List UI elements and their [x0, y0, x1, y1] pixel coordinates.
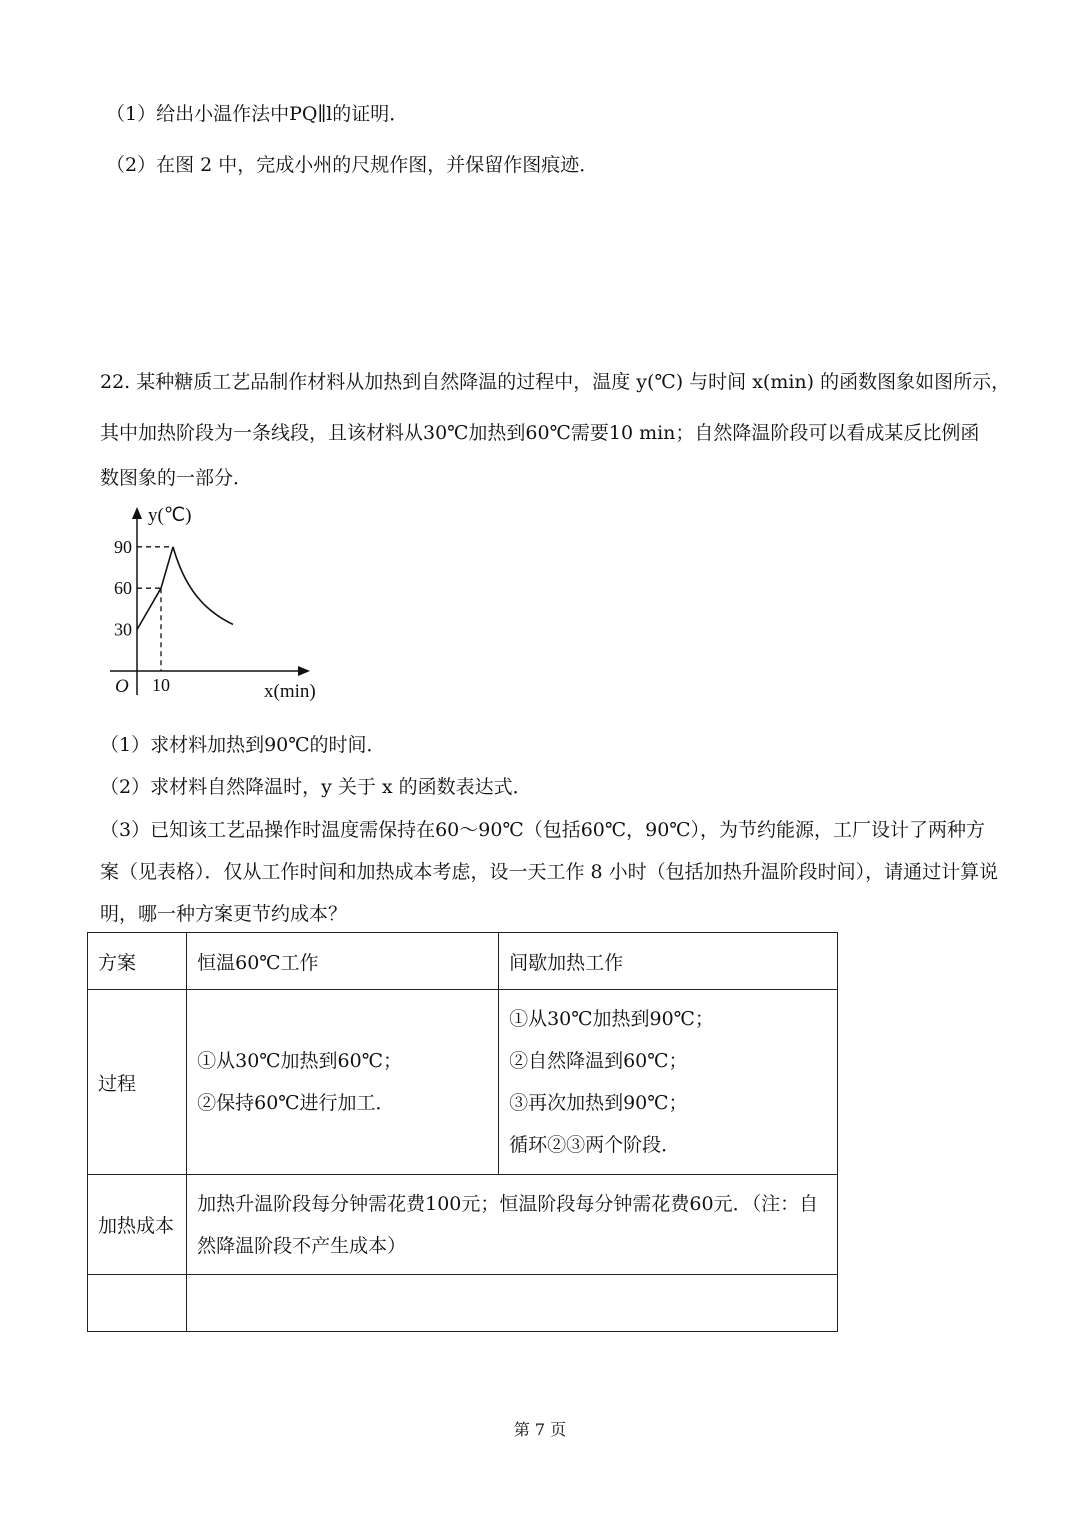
y-tick-90: 90 — [114, 536, 132, 557]
cost-text — [187, 1175, 838, 1275]
process-label: 过程 — [88, 990, 187, 1175]
q21-part1: （1）给出小温作法中PQ∥l的证明． — [106, 103, 409, 125]
q22-part2: （2）求材料自然降温时，y 关于 x 的函数表达式． — [100, 776, 532, 798]
table-row-cost — [88, 1175, 838, 1275]
y-tick-30: 30 — [114, 619, 132, 640]
empty-cell-1 — [88, 1275, 187, 1332]
plan-comparison-table — [87, 932, 838, 1332]
page-footer: 第 7 页 — [513, 1420, 567, 1439]
process-constant — [187, 990, 499, 1175]
intermittent-step-2: ②自然降温到60℃； — [509, 1050, 688, 1072]
q22-part1: （1）求材料加热到90℃的时间． — [100, 734, 386, 756]
constant-step-1: ①从30℃加热到60℃； — [197, 1050, 402, 1072]
x-tick-10: 10 — [152, 675, 170, 695]
y-axis-label: y(℃) — [148, 505, 192, 526]
header-constant: 恒温60℃工作 — [187, 933, 499, 990]
constant-step-2: ②保持60℃进行加工． — [197, 1092, 395, 1114]
temperature-time-graph — [100, 495, 340, 710]
intermittent-step-3: ③再次加热到90℃； — [509, 1092, 688, 1114]
table-header-row — [88, 933, 838, 990]
intermittent-step-1: ①从30℃加热到90℃； — [509, 1008, 714, 1030]
header-intermittent: 间歇加热工作 — [499, 933, 838, 990]
table-row-empty — [88, 1275, 838, 1332]
q22-stem-line1: 22. 某种糖质工艺品制作材料从加热到自然降温的过程中，温度 y(℃) 与时间 x(min) 的函数图象如图所示， — [100, 371, 1011, 393]
q22-part3-line1: （3）已知该工艺品操作时温度需保持在60～90℃（包括60℃，90℃），为节约能源，工厂设计了两种方 — [100, 819, 986, 841]
cost-label: 加热成本 — [88, 1175, 187, 1275]
cost-text-line1: 加热升温阶段每分钟需花费100元；恒温阶段每分钟需花费60元．（注：自 — [197, 1192, 819, 1215]
empty-cell-2 — [187, 1275, 838, 1332]
q22-stem-line3: 数图象的一部分． — [100, 467, 253, 489]
q22-part3-line3: 明，哪一种方案更节约成本？ — [100, 903, 348, 925]
cost-text-line2: 然降温阶段不产生成本） — [197, 1234, 407, 1257]
q21-part2: （2）在图 2 中，完成小州的尺规作图，并保留作图痕迹． — [106, 154, 599, 176]
header-plan: 方案 — [88, 933, 187, 990]
intermittent-step-4: 循环②③两个阶段． — [509, 1134, 681, 1156]
x-axis-arrow — [298, 666, 310, 676]
q22-part3-line2: 案（见表格）．仅从工作时间和加热成本考虑，设一天工作 8 小时（包括加热升温阶段时间），请通过计算说 — [100, 861, 999, 883]
cooling-curve — [173, 547, 233, 625]
y-axis-arrow — [132, 507, 142, 519]
origin-label: O — [115, 676, 129, 697]
process-intermittent — [499, 990, 838, 1175]
q22-stem-line2: 其中加热阶段为一条线段，且该材料从30℃加热到60℃需要10 min；自然降温阶段可以看成某反比例函 — [100, 422, 980, 444]
y-tick-60: 60 — [114, 578, 132, 599]
x-axis-label: x(min) — [264, 681, 316, 702]
table-row-process — [88, 990, 838, 1175]
